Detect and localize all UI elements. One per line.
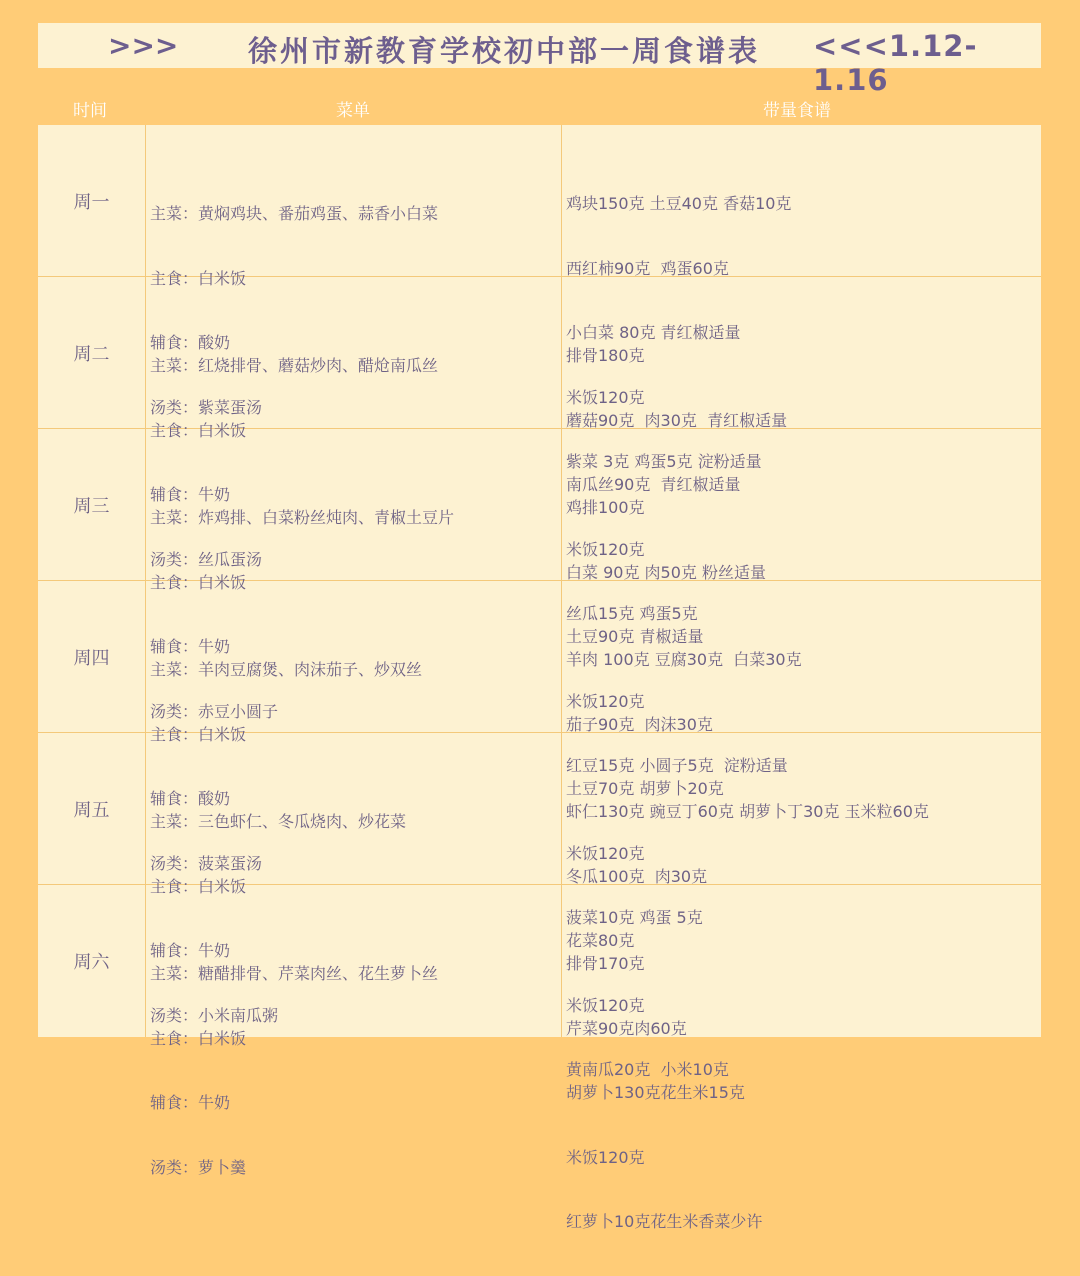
- menu-line: 主菜：糖醋排骨、芹菜肉丝、花生萝卜丝: [150, 964, 439, 983]
- recipe-line: 西红柿90克 鸡蛋60克: [566, 258, 729, 278]
- table-header: [38, 88, 1041, 124]
- day-cell: 周五: [73, 800, 110, 821]
- menu-line: 主食：白米饭: [150, 876, 247, 896]
- date-range: <<<1.12-1.16: [813, 29, 978, 97]
- menu-line: 主食：白米饭: [150, 268, 247, 288]
- menu-line: 辅食：牛奶: [150, 941, 231, 960]
- day-cell: 周三: [73, 496, 110, 517]
- recipe-line: 米饭120克: [566, 691, 645, 711]
- recipe-line: 菠菜10克 鸡蛋 5克: [566, 908, 703, 927]
- menu-line: 主食：白米饭: [150, 572, 247, 592]
- menu-line: 汤类：赤豆小圆子: [150, 701, 279, 721]
- title-arrow-left: >>>: [108, 29, 179, 62]
- recipe-line: 小白菜 80克 青红椒适量: [566, 323, 741, 342]
- menu-line: 汤类：小米南瓜粥: [150, 1005, 279, 1025]
- menu-line: 汤类：紫菜蛋汤: [150, 397, 263, 417]
- recipe-line: 排骨180克: [566, 346, 645, 365]
- day-cell: 周六: [73, 952, 110, 973]
- recipe-line: 蘑菇90克 肉30克 青红椒适量: [566, 410, 788, 430]
- recipe-line: 胡萝卜130克花生米15克: [566, 1083, 745, 1102]
- menu-cell: [150, 920, 555, 1221]
- recipe-line: 紫菜 3克 鸡蛋5克 淀粉适量: [566, 452, 762, 471]
- menu-line: 汤类：菠菜蛋汤: [150, 853, 263, 873]
- recipe-line: 鸡块150克 土豆40克 香菇10克: [566, 194, 792, 213]
- recipe-line: 茄子90克 肉沫30克: [566, 714, 713, 734]
- recipe-line: 米饭120克: [566, 387, 645, 407]
- recipe-line: 白菜 90克 肉50克 粉丝适量: [566, 562, 766, 582]
- header-recipe: 带量食谱: [763, 101, 831, 121]
- header-menu: 菜单: [336, 101, 370, 121]
- recipe-line: 米饭120克: [566, 843, 645, 863]
- recipe-line: 米饭120克: [566, 995, 645, 1015]
- menu-line: 主食：白米饭: [150, 1028, 247, 1048]
- recipe-line: 冬瓜100克 肉30克: [566, 866, 708, 886]
- menu-line: 汤类：萝卜羹: [150, 1157, 247, 1177]
- recipe-line: 芹菜90克肉60克: [566, 1018, 687, 1038]
- menu-line: 汤类：丝瓜蛋汤: [150, 549, 263, 569]
- recipe-line: 丝瓜15克 鸡蛋5克: [566, 604, 698, 623]
- page-title: 徐州市新教育学校初中部一周食谱表: [248, 34, 761, 68]
- recipe-line: 鸡排100克: [566, 498, 645, 517]
- menu-line: 主菜：黄焖鸡块、番茄鸡蛋、蒜香小白菜: [150, 204, 439, 223]
- menu-line: 辅食：酸奶: [150, 333, 231, 352]
- menu-line: 辅食：牛奶: [150, 1093, 231, 1112]
- header-time: 时间: [73, 101, 107, 121]
- recipe-line: 米饭120克: [566, 539, 645, 559]
- menu-line: 主菜：红烧排骨、蘑菇炒肉、醋炝南瓜丝: [150, 356, 439, 375]
- menu-line: 主菜：羊肉豆腐煲、肉沫茄子、炒双丝: [150, 660, 423, 679]
- recipe-line: 羊肉 100克 豆腐30克 白菜30克: [566, 650, 802, 669]
- day-cell: 周四: [73, 648, 110, 669]
- day-cell: 周二: [73, 344, 110, 365]
- recipe-cell: [566, 910, 1036, 1276]
- recipe-line: 土豆90克 青椒适量: [566, 627, 704, 646]
- recipe-line: 土豆70克 胡萝卜20克: [566, 779, 724, 798]
- recipe-line: 红萝卜10克花生米香菜少许: [566, 1212, 763, 1231]
- menu-line: 辅食：牛奶: [150, 637, 231, 656]
- recipe-line: 花菜80克: [566, 931, 635, 950]
- menu-line: 主菜：炸鸡排、白菜粉丝炖肉、青椒土豆片: [150, 508, 455, 527]
- menu-line: 辅食：牛奶: [150, 485, 231, 504]
- menu-line: 主食：白米饭: [150, 420, 247, 440]
- recipe-line: 排骨170克: [566, 954, 645, 973]
- title-bar: [38, 23, 1041, 97]
- day-cell: 周一: [73, 192, 110, 213]
- recipe-line: 红豆15克 小圆子5克 淀粉适量: [566, 756, 788, 775]
- menu-line: 辅食：酸奶: [150, 789, 231, 808]
- recipe-line: 虾仁130克 豌豆丁60克 胡萝卜丁30克 玉米粒60克: [566, 802, 929, 821]
- recipe-line: 黄南瓜20克 小米10克: [566, 1060, 729, 1079]
- recipe-line: 南瓜丝90克 青红椒适量: [566, 475, 741, 494]
- recipe-line: 米饭120克: [566, 1147, 645, 1167]
- menu-line: 主菜：三色虾仁、冬瓜烧肉、炒花菜: [150, 812, 407, 831]
- menu-table: [38, 125, 1041, 1231]
- menu-line: 主食：白米饭: [150, 724, 247, 744]
